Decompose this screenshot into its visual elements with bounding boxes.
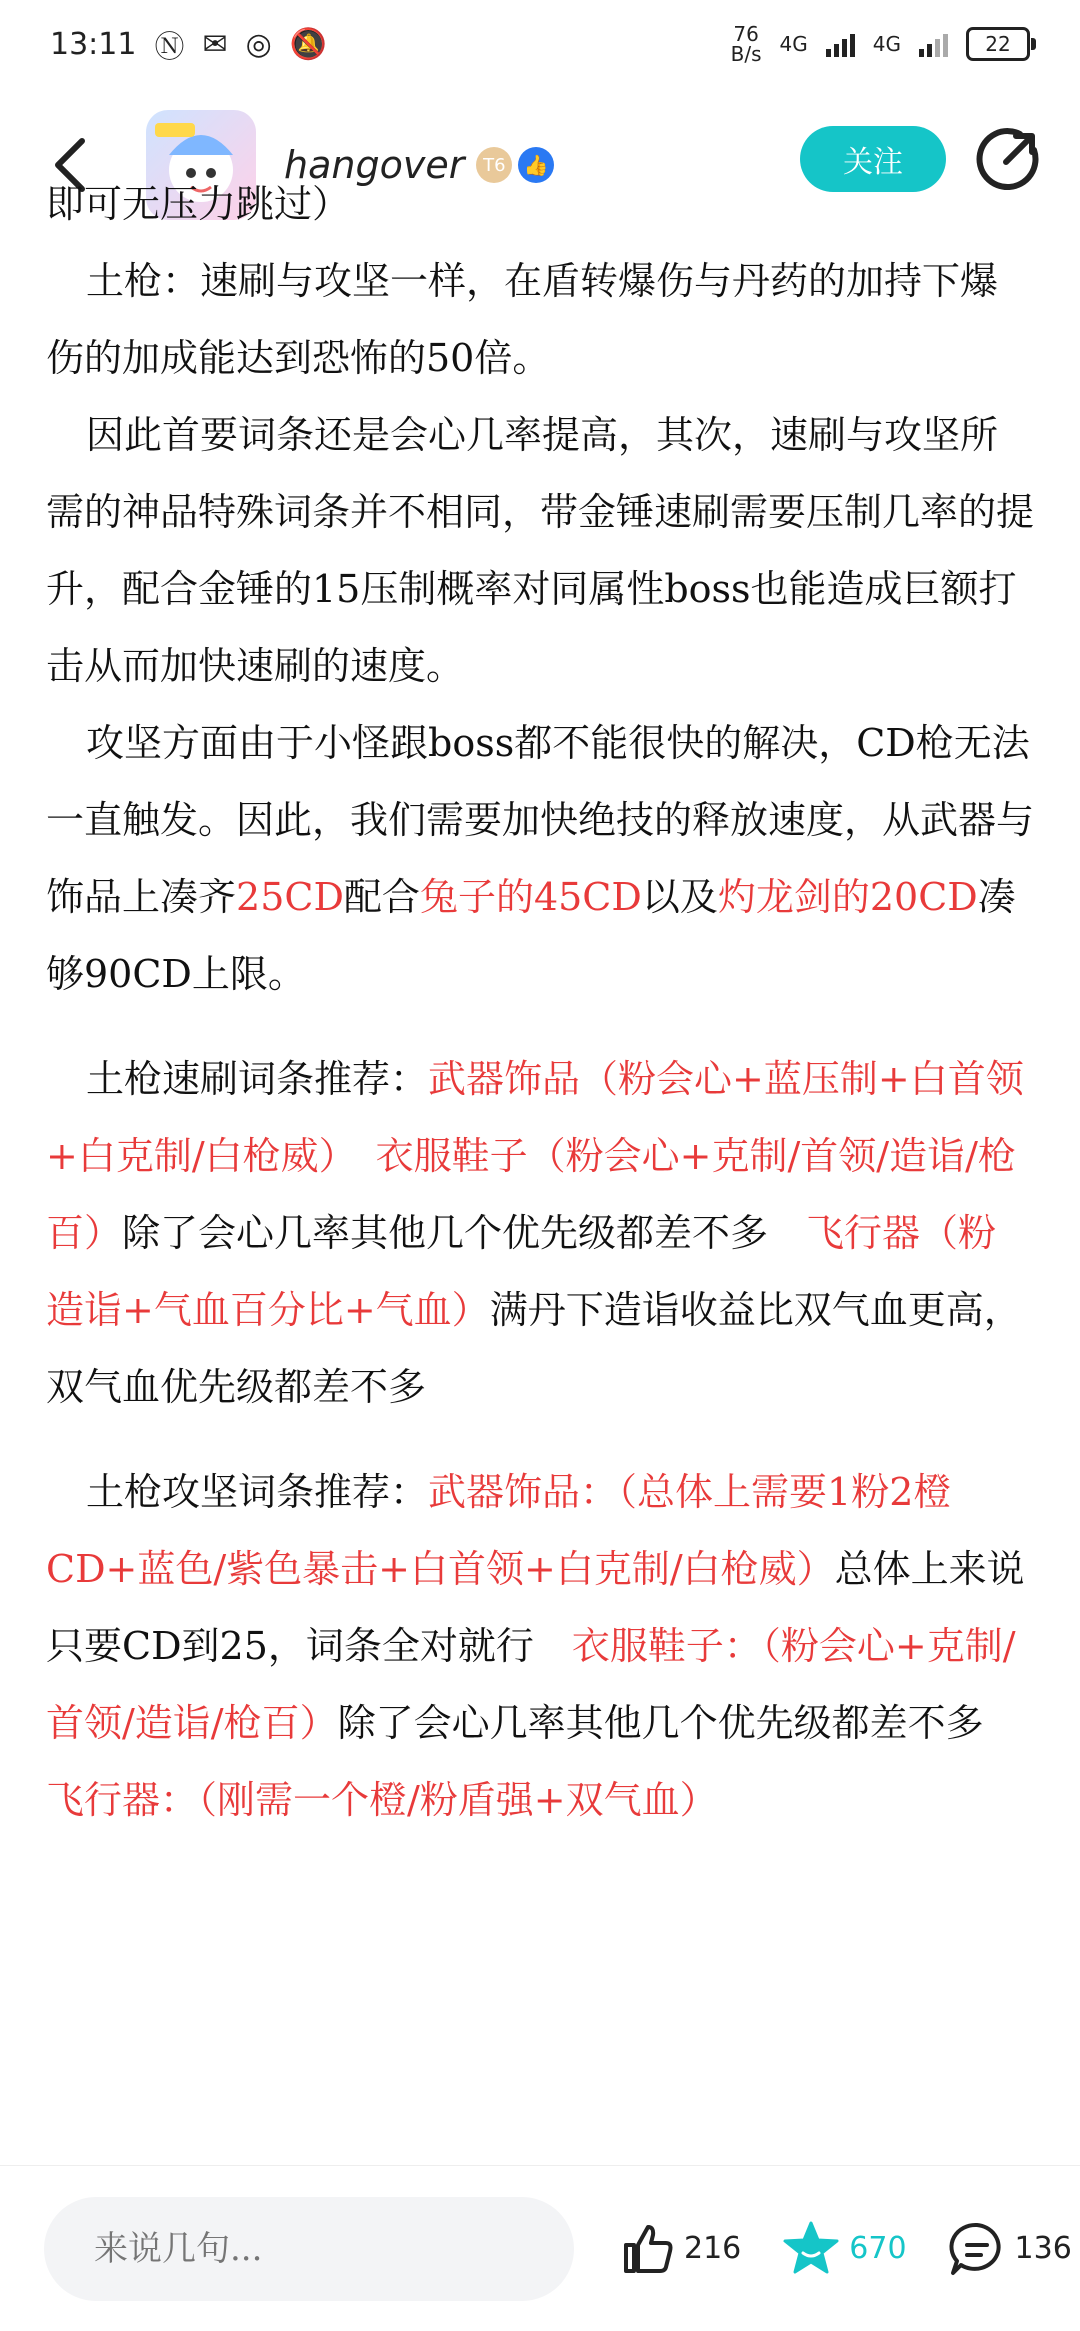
highlight-rabbit-45cd: 兔子的45CD <box>419 875 642 919</box>
username[interactable]: hangover <box>284 143 465 187</box>
net-speed: 76 B/s <box>730 22 762 66</box>
paragraph-2: 因此首要词条还是会心几率提高，其次，速刷与攻坚所需的神品特殊词条并不相同，带金锤速刷需要压制几率的提升，配合金锤的15压制概率对同属性boss也能造成巨额打击从而加快速刷的速度。 <box>46 413 1035 688</box>
assault-clothes: 衣服鞋子：（粉会心+克制/首领/造诣/枪百） <box>46 1624 1016 1745</box>
assault-heading: 土枪攻坚词条推荐： <box>86 1470 429 1514</box>
article-body <box>0 182 1080 2165</box>
status-right <box>731 24 1030 64</box>
like-count: 216 <box>684 2231 742 2266</box>
comment-input[interactable] <box>44 2197 574 2301</box>
star-icon <box>781 2219 841 2279</box>
level-badge: T6 <box>476 147 512 183</box>
status-left <box>50 22 327 66</box>
paragraph-1: 土枪：速刷与攻坚一样，在盾转爆伤与丹药的加持下爆伤的加成能达到恐怖的50倍。 <box>46 259 999 380</box>
highlight-sword-20cd: 灼龙剑的20CD <box>717 875 978 919</box>
bottom-action-bar <box>0 2165 1080 2331</box>
status-time: 13:11 <box>50 26 137 62</box>
assault-aircraft: 飞行器：（刚需一个橙/粉盾强+双气血） <box>46 1778 718 1822</box>
status-bar <box>0 0 1080 88</box>
favorite-count: 670 <box>849 2231 907 2266</box>
signal-icon-2 <box>919 31 948 57</box>
battery-icon <box>966 27 1030 61</box>
comment-count: 136 <box>1014 2231 1072 2266</box>
mute-icon: 🔕 <box>289 26 328 62</box>
comment-bubble-icon <box>947 2219 1007 2279</box>
nfc-icon: Ⓝ <box>154 30 185 65</box>
speed-run-weapon-clothes: 武器饰品（粉会心+蓝压制+白首领+白克制/白枪威） 衣服鞋子（粉会心+克制/首领/造诣/枪百） <box>46 1057 1024 1255</box>
follow-button[interactable]: 关注 <box>800 126 946 192</box>
app-notification-icon: ◎ <box>245 26 272 62</box>
notification-icon: ✉ <box>202 26 228 62</box>
signal-icon <box>826 31 855 57</box>
thumbs-up-icon <box>620 2221 676 2277</box>
network-label-2: 4G <box>872 32 901 56</box>
network-label-1: 4G <box>779 32 808 56</box>
speed-run-heading: 土枪速刷词条推荐： <box>86 1057 429 1101</box>
assault-weapon: 武器饰品：（总体上需要1粉2橙CD+蓝色/紫色暴击+白首领+白克制/白枪威） <box>46 1470 952 1591</box>
highlight-25cd: 25CD <box>236 875 344 919</box>
like-button[interactable] <box>620 2221 741 2277</box>
speed-run-aircraft: 飞行器（粉造诣+气血百分比+气血） <box>46 1211 997 1332</box>
paragraph-3: 攻坚方面由于小怪跟boss都不能很快的解决，CD枪无法一直触发。因此，我们需要加快绝技的释放速度，从武器与饰品上凑齐25CD配合兔子的45CD以及灼龙剑的20CD凑够90CD上限。 <box>46 721 1035 996</box>
article-cut-line: 即可无压力跳过） <box>46 182 351 226</box>
verified-thumb-icon: 👍 <box>518 147 554 183</box>
paragraph-5: 土枪攻坚词条推荐：武器饰品：（总体上需要1粉2橙CD+蓝色/紫色暴击+白首领+白克制/白枪威）总体上来说只要CD到25，词条全对就行 衣服鞋子：（粉会心+克制/首领/造诣/枪百）除了会心几率其他几个优先级都差不多 飞行器：（刚需一个橙/粉盾强+双气血） <box>46 1470 1025 1822</box>
battery-level: 22 <box>985 32 1011 56</box>
favorite-button[interactable] <box>781 2219 906 2279</box>
comment-button[interactable] <box>947 2219 1072 2279</box>
paragraph-4: 土枪速刷词条推荐：武器饰品（粉会心+蓝压制+白首领+白克制/白枪威） 衣服鞋子（粉会心+克制/首领/造诣/枪百）除了会心几率其他几个优先级都差不多 飞行器（粉造诣+气血百分比+气血）满丹下造诣收益比双气血更高，双气血优先级都差不多 <box>46 1057 1024 1409</box>
